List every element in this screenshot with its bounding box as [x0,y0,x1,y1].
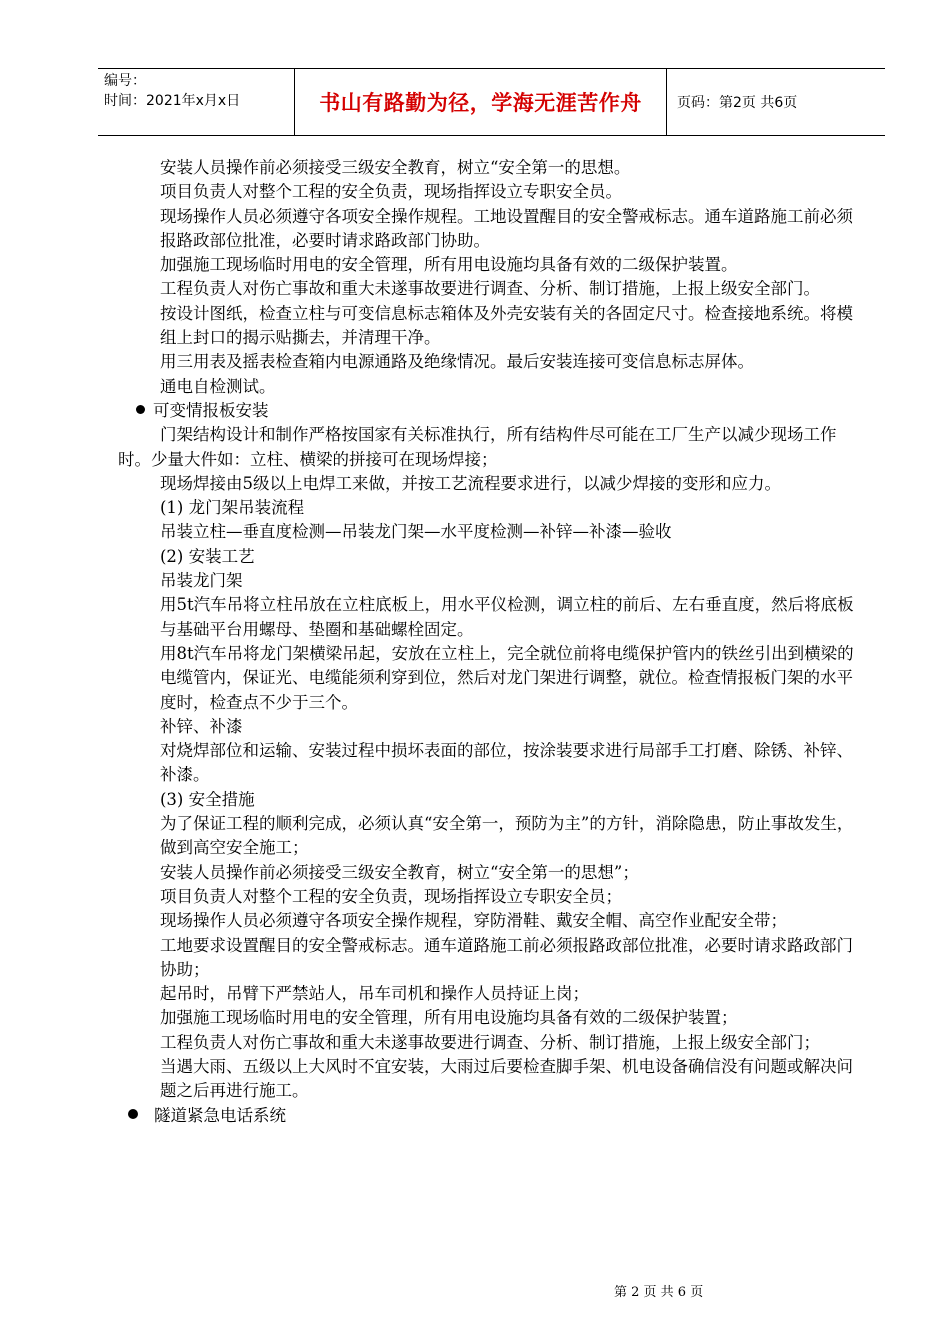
body-paragraph: (3) 安全措施 [160,789,255,809]
bullet-icon [136,405,145,414]
body-paragraph: 为了保证工程的顺利完成，必须认真“安全第一，预防为主”的方针，消除隐患，防止事故发生，做到高空安全施工； [160,814,854,858]
body-paragraph: 安装人员操作前必须接受三级安全教育，树立“安全第一的思想”； [160,862,639,882]
header-page-number: 页码：第2页 共6页 [677,95,798,111]
page-footer: 第 2 页 共 6 页 [614,1285,704,1300]
body-paragraph: 按设计图纸，检查立柱与可变信息标志箱体及外壳安装有关的各固定尺寸。检查接地系统。将模组上封口的揭示贴撕去，并清理干净。 [160,303,853,348]
page-header [98,68,885,136]
body-paragraph: 当遇大雨、五级以上大风时不宜安装，大雨过后要检查脚手架、机电设备确信没有问题或解决问题之后再进行施工。 [160,1056,853,1101]
body-paragraph: 用8t汽车吊将龙门架横梁吊起，安放在立柱上，完全就位前将电缆保护管内的铁丝引出到横梁的电缆管内，保证光、电缆能须利穿到位，然后对龙门架进行调整，就位。检查情报板门架的水平度时，检查点不少于三个。 [160,643,854,712]
body-paragraph: 用5t汽车吊将立柱吊放在立柱底板上，用水平仪检测，调立柱的前后、左右垂直度，然后将底板与基础平台用螺母、垫圈和基础螺栓固定。 [160,595,854,639]
body-paragraph: 安装人员操作前必须接受三级安全教育，树立“安全第一的思想。 [160,158,631,177]
body-paragraph: 现场操作人员必须遵守各项安全操作规程。工地设置醒目的安全警戒标志。通车道路施工前必须报路政部位批准，必要时请求路政部门协助。 [160,206,853,250]
body-paragraph: 补锌、补漆 [160,716,243,736]
body-paragraph: 加强施工现场临时用电的安全管理，所有用电设施均具备有效的二级保护装置。 [160,255,738,275]
section-bullet-heading [118,399,868,423]
body-paragraph: 现场焊接由5级以上电焊工来做，并按工艺流程要求进行，以减少焊接的变形和应力。 [160,473,781,493]
document-number-label: 编号： [104,73,146,89]
body-paragraph: 项目负责人对整个工程的安全负责，现场指挥设立专职安全员； [160,886,622,906]
document-time-label: 时间：2021年x月x日 [104,93,241,109]
body-paragraph: 工地要求设置醒目的安全警戒标志。通车道路施工前必须报路政部位批准，必要时请求路政部门协助； [160,935,853,979]
body-paragraph: 现场操作人员必须遵守各项安全操作规程，穿防滑鞋、戴安全帽、高空作业配安全带； [160,911,787,931]
bullet-heading-text: 可变情报板安装 [153,400,269,420]
section-bullet-heading [118,1104,868,1128]
header-meta [98,69,295,135]
body-paragraph: 加强施工现场临时用电的安全管理，所有用电设施均具备有效的二级保护装置； [160,1008,738,1028]
body-paragraph: 起吊时，吊臂下严禁站人，吊车司机和操作人员持证上岗； [160,984,589,1004]
body-paragraph: (1) 龙门架吊装流程 [160,498,305,518]
body-paragraph: 对烧焊部位和运输、安装过程中损坏表面的部位，按涂装要求进行局部手工打磨、除锈、补锌、补漆。 [160,741,853,785]
body-paragraph: 工程负责人对伤亡事故和重大未遂事故要进行调查、分析、制订措施，上报上级安全部门。 [160,279,820,299]
body-paragraph: 吊装龙门架 [160,571,243,591]
document-body [118,156,868,1128]
body-paragraph: 通电自检测试。 [160,376,276,396]
bullet-icon [128,1109,138,1119]
header-motto: 书山有路勤为径，学海无涯苦作舟 [295,69,667,135]
body-paragraph: 门架结构设计和制作严格按国家有关标准执行，所有结构件尽可能在工厂生产以减少现场工作时。少量大件如：立柱、横梁的拼接可在现场焊接； [118,425,837,469]
body-paragraph: 工程负责人对伤亡事故和重大未遂事故要进行调查、分析、制订措施，上报上级安全部门； [160,1032,820,1052]
body-paragraph: 用三用表及摇表检查箱内电源通路及绝缘情况。最后安装连接可变信息标志屏体。 [160,352,754,372]
body-paragraph: 吊装立柱—垂直度检测—吊装龙门架—水平度检测—补锌—补漆—验收 [160,522,672,542]
body-paragraph: (2) 安装工艺 [160,546,255,566]
body-paragraph: 项目负责人对整个工程的安全负责，现场指挥设立专职安全员。 [160,182,622,202]
bullet-heading-text: 隧道紧急电话系统 [154,1105,286,1125]
